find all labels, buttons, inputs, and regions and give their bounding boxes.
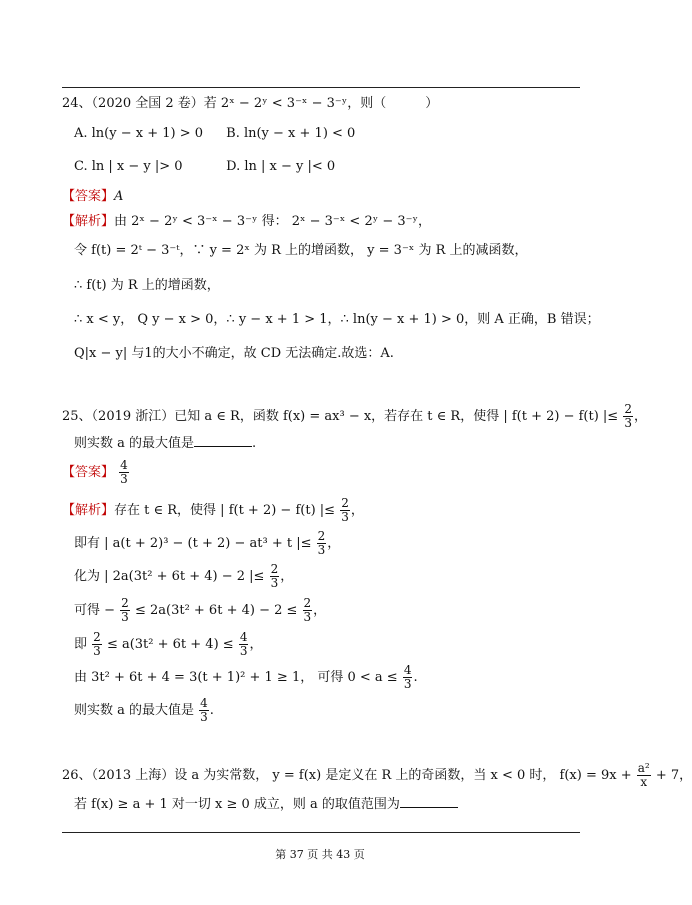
fraction-denominator: 3 — [317, 543, 326, 557]
punctuation: ， — [249, 637, 263, 652]
fraction — [92, 631, 102, 658]
q25-header-end: ， — [633, 409, 647, 424]
analysis-tag: 【解析】 — [62, 214, 115, 229]
answer-tag: 【答案】 — [62, 465, 115, 480]
fraction — [239, 631, 249, 658]
punctuation: ， — [350, 503, 364, 518]
fraction — [303, 597, 313, 624]
q24-option-d: D. ln | x − y |< 0 — [226, 159, 336, 174]
q25-analysis-5 — [74, 631, 262, 658]
q24-option-c: C. ln | x − y |> 0 — [74, 159, 183, 174]
punctuation: ， — [280, 569, 294, 584]
fraction-denominator: 3 — [121, 610, 129, 624]
fraction — [270, 563, 280, 590]
answer-value: A — [114, 189, 124, 204]
answer-blank — [400, 795, 458, 808]
q25-analysis-4 — [74, 597, 326, 624]
analysis-text: ≤ 2a(3t² + 6t + 4) − 2 ≤ — [134, 603, 298, 618]
q25-line2-text: 则实数 a 的最大值是 — [74, 436, 195, 451]
fraction-denominator: 3 — [200, 710, 208, 724]
answer-fraction — [119, 459, 129, 486]
punctuation: ， — [313, 603, 327, 618]
q24-answer — [62, 188, 123, 206]
fraction-denominator: x — [640, 775, 648, 789]
fraction — [120, 597, 130, 624]
q24-analysis-3: ∴ f(t) 为 R 上的增函数， — [74, 278, 220, 293]
fraction-denominator: 3 — [239, 644, 248, 658]
q24-analysis-4: ∴ x < y， Q y − x > 0，∴ y − x + 1 > 1，∴ ln(y − x + 1) > 0，则 A 正确，B 错误； — [74, 312, 600, 327]
q26-line2-text: 若 f(x) ≥ a + 1 对一切 x ≥ 0 成立，则 a 的取值范围为 — [74, 797, 400, 812]
top-rule — [62, 87, 580, 88]
q25-analysis-1 — [62, 497, 364, 524]
q24-header: 24、（2020 全国 2 卷）若 2ˣ − 2ʸ < 3⁻ˣ − 3⁻ʸ，则（ ） — [62, 96, 439, 111]
q25-analysis-2 — [74, 530, 340, 557]
fraction-numerator: 4 — [120, 458, 128, 472]
fraction-denominator: 3 — [120, 472, 128, 486]
fraction-denominator: 3 — [270, 576, 279, 590]
bottom-rule — [62, 832, 580, 833]
page-footer: 第 37 页 共 43 页 — [275, 848, 365, 861]
punctuation: . — [209, 703, 214, 718]
fraction-denominator: 3 — [403, 677, 412, 691]
punctuation: . — [413, 670, 418, 685]
fraction-denominator: 3 — [624, 416, 632, 430]
analysis-text: ≤ a(3t² + 6t + 4) ≤ — [106, 637, 234, 652]
fraction-numerator: 2 — [303, 596, 312, 610]
q24-analysis-2: 令 f(t) = 2ᵗ − 3⁻ᵗ，∵ y = 2ˣ 为 R 上的增函数， y = 3⁻ˣ 为 R 上的减函数， — [74, 243, 528, 258]
q26-header-end: + 7， — [655, 768, 692, 783]
fraction — [403, 664, 413, 691]
q24-options-cd — [74, 158, 335, 176]
fraction-numerator: 2 — [121, 596, 129, 610]
fraction — [317, 530, 327, 557]
q24-options-ab — [74, 125, 355, 143]
fraction-numerator: 4 — [200, 696, 208, 710]
fraction-denominator: 3 — [93, 644, 101, 658]
analysis-text: 可得 − — [74, 603, 116, 618]
fraction-denominator: 3 — [303, 610, 312, 624]
analysis-text: 即有 | a(t + 2)³ − (t + 2) − at³ + t |≤ — [74, 536, 312, 551]
analysis-text: 化为 | 2a(3t² + 6t + 4) − 2 |≤ — [74, 569, 265, 584]
fraction-numerator: 2 — [317, 529, 326, 543]
fraction-numerator: 2 — [270, 562, 279, 576]
analysis-text: 由 3t² + 6t + 4 = 3(t + 1)² + 1 ≥ 1， 可得 0 < a ≤ — [74, 670, 398, 685]
q25-answer — [62, 459, 130, 486]
q24-option-b: B. ln(y − x + 1) < 0 — [226, 126, 356, 141]
q25-header-text: 25、（2019 浙江）已知 a ∈ R，函数 f(x) = ax³ − x，若存在 t ∈ R，使得 | f(t + 2) − f(t) |≤ — [62, 409, 619, 424]
answer-tag: 【答案】 — [62, 189, 115, 204]
fraction-numerator: 2 — [624, 402, 632, 416]
fraction — [199, 697, 209, 724]
fraction-numerator: a² — [637, 761, 650, 775]
q26-header-text: 26、（2013 上海）设 a 为实常数， y = f(x) 是定义在 R 上的奇函数，当 x < 0 时， f(x) = 9x + — [62, 768, 632, 783]
q25-line2 — [74, 434, 256, 453]
fraction — [340, 497, 350, 524]
analysis-tag: 【解析】 — [62, 503, 115, 518]
q24-analysis-5: Q|x − y| 与1的大小不确定，故 CD 无法确定.故选：A. — [74, 346, 394, 361]
q24-option-a: A. ln(y − x + 1) > 0 — [74, 126, 204, 141]
q26-line2 — [74, 795, 458, 814]
analysis-text: 即 — [74, 637, 88, 652]
q26-header — [62, 762, 692, 789]
fraction — [623, 403, 633, 430]
punctuation: ， — [327, 536, 341, 551]
fraction-numerator: 2 — [93, 630, 101, 644]
q24-analysis-1 — [62, 213, 431, 231]
fraction-numerator: 2 — [341, 496, 349, 510]
q25-analysis-7 — [74, 697, 214, 724]
analysis-text: 存在 t ∈ R，使得 | f(t + 2) − f(t) |≤ — [114, 503, 336, 518]
fraction — [637, 762, 651, 789]
q25-line2-end: . — [252, 436, 257, 451]
q25-header — [62, 403, 647, 430]
q25-analysis-3 — [74, 563, 293, 590]
analysis-text: 由 2ˣ − 2ʸ < 3⁻ˣ − 3⁻ʸ 得： 2ˣ − 3⁻ˣ < 2ʸ − 3⁻ʸ， — [114, 214, 432, 229]
fraction-numerator: 4 — [239, 630, 248, 644]
fraction-denominator: 3 — [341, 510, 349, 524]
answer-blank — [194, 434, 252, 447]
analysis-text: 则实数 a 的最大值是 — [74, 703, 195, 718]
q25-analysis-6 — [74, 664, 418, 691]
fraction-numerator: 4 — [403, 663, 412, 677]
